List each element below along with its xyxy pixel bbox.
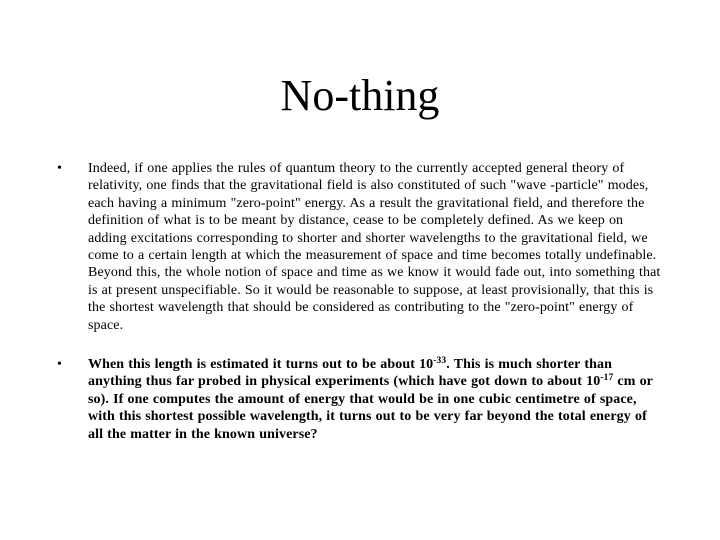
- bullet-item-1: [55, 160, 665, 334]
- slide-title: No-thing: [280, 71, 440, 120]
- bullet-text-2-part3: cm or so). If one computes the amount of energy that would be in one cubic centimetre of space, with this shortest possible wavelength, it turns out to be very far beyond the total energy of all the matter in the known universe?: [88, 374, 653, 442]
- bullet-dot-icon: •: [57, 357, 62, 373]
- bullet-item-2: [55, 356, 665, 443]
- bullet-text-1: Indeed, if one applies the rules of quantum theory to the currently accepted general theory of relativity, one finds that the gravitational field is also constituted of such "wave -particle" modes, each having a minimum "zero-point" energy. As a result the gravitational field, and therefore the definition of what is to be meant by distance, cease to be completely defined. As we keep on adding excitations corresponding to shorter and shorter wavelengths to the gravitational field, we come to a certain length at which the measurement of space and time becomes totally undefinable. Beyond this, the whole notion of space and time as we know it would fade out, into something that is at present unspecifiable. So it would be reasonable to suppose, at least provisionally, that this is the shortest wavelength that should be considered as contributing to the "zero-point" energy of space.: [88, 161, 661, 333]
- exponent-2: -17: [600, 373, 614, 384]
- bullet-text-2-part2: . This is much shorter than anything thus far probed in physical experiments (which have got down to about 10: [88, 357, 612, 390]
- bullet-text-2: [88, 356, 665, 443]
- bullet-dot-icon: •: [57, 161, 62, 176]
- exponent-1: -33: [433, 356, 447, 367]
- bullet-list: [55, 160, 665, 443]
- bullet-text-2-part1: When this length is estimated it turns out to be about 10: [88, 357, 434, 373]
